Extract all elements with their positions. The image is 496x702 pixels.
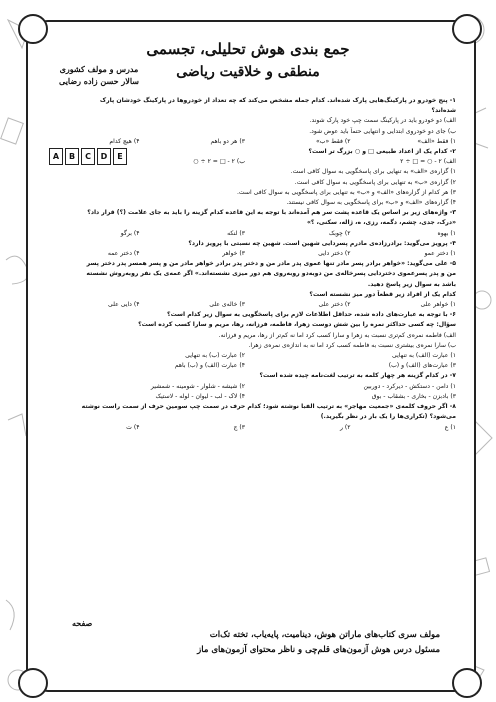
page-subtitle: منطقی و خلاقیت ریاضی (176, 64, 320, 80)
option[interactable]: ۳) لنکه (227, 229, 245, 237)
q8-options (34, 423, 456, 433)
option[interactable]: ۴) دایی علی (108, 301, 140, 309)
option[interactable]: ۳) عبارت‌های (الف) و (ب) (388, 362, 456, 370)
option[interactable]: ۴) برگو (120, 229, 140, 237)
q5-line: من و پدر پسرعموی دختردایی پسرخاله‌ی من دوبه‌دو روبه‌روی هم دور میزی نشسته‌اند.» اگر عمه‌ی یک نفر روبه‌روش نشسته (86, 270, 456, 278)
option[interactable]: ۳) هر دو باهم (210, 137, 245, 145)
q3-options (34, 229, 456, 239)
q8-line: ۸- اگر حروف کلمه‌ی «جمعیت مهاجر» به ترتیب الفبا نوشته شود؛ کدام حرف در سمت چپ سومین حرف از سمت راست نوشته (81, 403, 456, 411)
option[interactable]: ۱) ع (444, 423, 456, 431)
q5-question: کدام یک از افراد زیر قطعاً دور میز نشسته است؟ (309, 290, 456, 298)
option[interactable]: ۲) ر (339, 423, 351, 431)
option[interactable]: ۲) دختر دایی (318, 250, 351, 258)
scroll-curl-bottom-right (452, 668, 482, 698)
option[interactable]: ۳) ج (233, 423, 245, 431)
option[interactable]: ۴) عبارت (الف) و (ب) باهم (174, 362, 245, 370)
option[interactable]: ۱) دختر عمو (424, 250, 456, 258)
q6-options-row (34, 351, 456, 361)
q6-options-row (34, 361, 456, 371)
q5-options (34, 300, 456, 310)
q1-line: شده‌اند؟ (431, 107, 456, 115)
q3-line: ۳- واژه‌های زیر بر اساس یک قاعده پشت سر هم آمده‌اند با توجه به این قاعده کدام گزینه را باید به جای علامت (؟) قرار داد؟ (87, 209, 456, 217)
option[interactable]: ۳) خاله‌ی علی (209, 301, 245, 309)
answer-box[interactable]: B (65, 148, 79, 165)
q7-line: ۷- در کدام گزینه هر چهار کلمه به ترتیب لغت‌نامه چیده شده است؟ (259, 372, 456, 380)
q4-line: ۴- پرویز می‌گوید: برادرزاده‌ی مادرم پسردایی شهین است. شهین چه نسبتی با پرویز دارد؟ (188, 239, 456, 247)
option[interactable]: ۳) هر کدام از گزاره‌های «الف» و «ب» به تنهایی برای پاسخگویی به سوال کافی است. (236, 188, 456, 196)
page-title: جمع بندی هوش تحلیلی، تجسمی (146, 40, 350, 58)
option[interactable]: ۲) عبارت (ب) به تنهایی (185, 352, 245, 360)
q2-statements (34, 157, 456, 167)
q3-sequence: «درک، جدی، چشم، دگمه، رزی، ه، ژاله، سکنی، ؟» (306, 219, 456, 227)
q5-line: باشد به سوال زیر پاسخ دهید. (367, 280, 456, 288)
scroll-curl-bottom-left (18, 668, 48, 698)
author-name: سالار حسن زاده رضایی (59, 76, 139, 86)
option[interactable]: ۴) گزاره‌های «الف» و «ب» برای پاسخگویی به سوال کافی نیستند. (286, 199, 456, 207)
q6-line: ۶- با توجه به عبارت‌های داده شده، حداقل اطلاعات لازم برای پاسخگویی به سوال زیر کدام است؟ (167, 311, 456, 319)
q4-options (34, 249, 456, 259)
q7-options-row (34, 392, 456, 402)
page-label: صفحه (72, 618, 93, 628)
author-role: مدرس و مولف کشوری (59, 64, 139, 74)
q1-statement-b: ب) جای دو خودروی ابتدایی و انتهایی حتماً باید عوض شود. (309, 127, 456, 135)
option[interactable]: ۴) دختر عمه (107, 250, 140, 258)
footer-credit: مسئول درس هوش آزمون‌های قلم‌چی و ناظر محتوای آزمون‌های ماز (197, 645, 440, 655)
option[interactable]: ۳) خواهر (222, 250, 245, 258)
option[interactable]: ۱) فقط «الف» (417, 137, 456, 145)
footer-credit: مولف سری کتاب‌های ماراتن هوش، دینامیت، پایه‌یاب، تخته تک‌ات (209, 630, 440, 640)
option[interactable]: ۲) دختر علی (318, 301, 351, 309)
q1-options (34, 137, 456, 147)
option[interactable]: ۱) عبارت (الف) به تنهایی (392, 352, 456, 360)
option[interactable]: ۴) هیچ کدام (109, 137, 140, 145)
q8-line: می‌شود؟ (تکراری‌ها را یک بار در نظر بگیرید.) (320, 413, 456, 421)
q6-statement-a: الف) فاطمه نمره‌ی کم‌تری نسبت به زهرا و سارا کسب کرد اما نه کم‌تر از رها، مریم و فرزانه. (218, 331, 456, 339)
answer-box[interactable]: E (113, 148, 127, 165)
option[interactable]: ۴) ت (126, 423, 140, 431)
option[interactable]: ۲) گزاره‌ی «ب» به تنهایی برای پاسخگویی به سوال کافی است. (294, 178, 456, 186)
answer-box[interactable]: C (81, 148, 95, 165)
q6-statement-b: ب) سارا نمره‌ی بیشتری نسبت به فاطمه کسب کرد اما نه به اندازه‌ی نمره‌ی زهرا. (248, 341, 456, 349)
option[interactable]: ۱) خواهر علی (420, 301, 456, 309)
q5-line: ۵- علی می‌گوید: «خواهر برادر پسر مادر تنها عموی پدر مادر من و دختر پدر برادر خواهر مادر من و پسر همسر پدر دختر پسر (86, 260, 456, 268)
answer-box[interactable]: A (49, 148, 63, 165)
option[interactable]: ۲) فقط «ب» (315, 137, 351, 145)
option[interactable]: ۳) بادبزن - بخاری - بشقاب - بوق (371, 392, 456, 400)
question-content (34, 96, 456, 433)
option[interactable]: ۱) گزاره‌ی «الف» به تنهایی برای پاسخگویی به سوال کافی است. (290, 168, 456, 176)
option[interactable]: ۲) چوبک (328, 229, 351, 237)
option[interactable]: ۴) لاک - لب - لیوان - لوله - لاستیک (155, 392, 245, 400)
q1-line: ۱- پنج خودرو در پارکینگ‌هایی پارک شده‌اند. کدام جمله مشخص می‌کند که چه تعداد از خودروها در پارکینگ خودشان پارک (99, 97, 456, 104)
q2-statement-b: ب) ۲ - □ = ۲ ÷ ○ (193, 158, 245, 166)
option[interactable]: ۲) شیشه - شلوار - شومینه - شمشیر (150, 382, 245, 390)
q2-statement-a: الف) ۲ - ○ = □ ÷ ۲ (400, 158, 456, 166)
answer-box[interactable]: D (97, 148, 111, 165)
q7-options-row (34, 382, 456, 392)
q6-question: سؤال: چه کسی حداکثر نمره را بین شش دوست زهرا، فاطمه، فرزانه، رها، مریم و سارا کسب کرده است؟ (138, 321, 456, 329)
option[interactable]: ۱) بهوه (437, 229, 456, 237)
option[interactable]: ۱) دامن - دستکش - دیرکرد - دوربین (363, 382, 456, 390)
q2-title: ۲- کدام یک از اعداد طبیعی □ و ○ بزرگ تر است؟ (308, 148, 456, 156)
q1-statement-a: الف) دو خودرو باید در پارکینگ سمت چپ خود پارک شوند. (309, 117, 456, 125)
